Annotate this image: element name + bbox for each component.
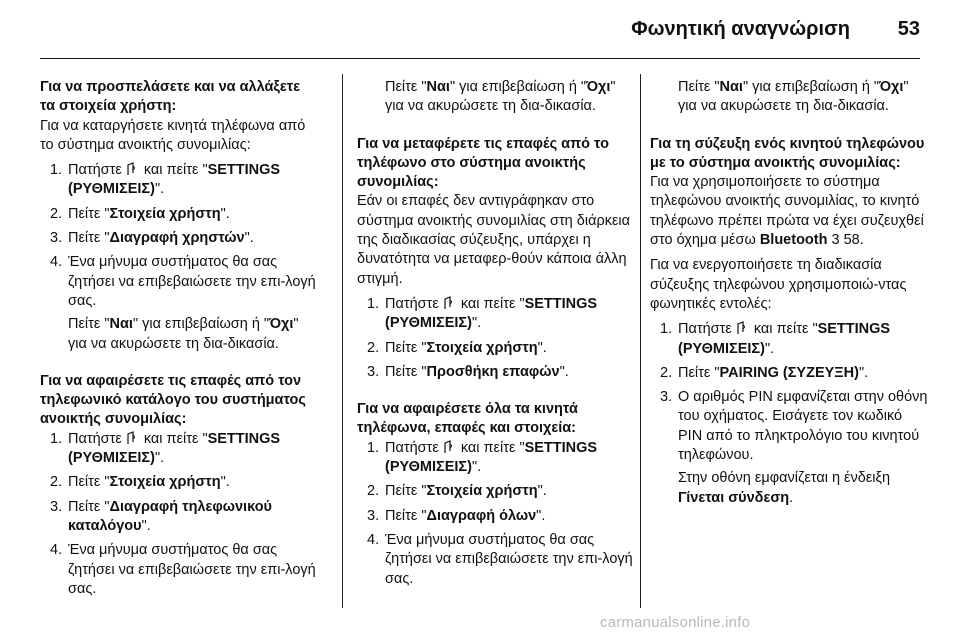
step-list [357,439,635,589]
voice-button-icon [124,431,138,445]
note-text: " για να ακυρώσετε τη δια-δικασία. [678,79,909,115]
step-number: 1. [367,439,380,456]
voice-button-icon [441,296,455,310]
note-text: " για επιβεβαίωση ή " [132,316,270,333]
step-item [357,439,635,478]
step-number: 2. [50,474,63,491]
step-text: ". [471,459,482,476]
step-text: ". [537,339,547,356]
note-text: Πείτε " [678,79,720,95]
voice-command: SETTINGS (ΡΥΘΜΙΣΕΙΣ) [385,295,598,332]
note-text: " για επιβεβαίωση ή " [742,79,880,95]
voice-command: Ναι [426,79,450,95]
voice-command: Διαγραφή όλων [426,507,537,524]
step-number: 4. [367,531,380,548]
step-text: ". [858,364,869,381]
voice-command: Στοιχεία χρήστη [109,474,221,491]
step-item [357,295,635,334]
voice-command: SETTINGS (ΡΥΘΜΙΣΕΙΣ) [68,430,281,467]
step-number: 3. [50,498,63,515]
step-text: ". [220,205,230,222]
step-item [357,507,635,526]
step-item [40,229,318,248]
confirm-note [357,78,635,117]
note-text: Πείτε " [385,79,427,95]
step-text: και πείτε " [139,430,208,447]
voice-button-icon [734,321,748,335]
step-item [40,473,318,492]
voice-command: Όχι [269,316,294,333]
step-item [650,320,928,359]
step-text: ". [244,230,254,247]
section-intro-2: Για να ενεργοποιήσετε τη διαδικασία σύζευξης τηλεφώνου χρησιμοποιώ-ντας φωνητικές εντολές: [650,257,907,312]
step-text: ". [471,315,482,332]
step-text: και πείτε " [456,295,525,312]
section-remove-contacts [40,372,318,599]
step-text: Πείτε " [385,483,427,500]
confirm-note [650,78,928,117]
note-text: " για να ακυρώσετε τη δια-δικασία. [68,316,299,352]
step-number: 1. [660,321,673,338]
step-item [40,253,318,353]
voice-command: Στοιχεία χρήστη [109,205,221,222]
step-text: Πείτε " [68,230,110,247]
step-item [357,482,635,501]
section-pair-phone [650,135,928,508]
section-heading: Για να μεταφέρετε τις επαφές από το τηλέφωνο στο σύστημα ανοικτής συνομιλίας: [357,135,609,191]
step-text: Πείτε " [385,363,427,380]
step-text: ". [154,450,165,467]
note-text: Πείτε " [68,316,110,333]
voice-command: Προσθήκη επαφών [426,363,560,380]
step-text: ". [154,181,165,198]
section-intro: Εάν οι επαφές δεν αντιγράφηκαν στο σύστημα ανοικτής συνομιλίας στη διάρκεια της διαδικασίας σύζευξης, υπάρχει η δυνατότητα να μεταφερ-θούν κάποια άλλη στιγμή. [357,193,631,287]
step-text: Πατήστε [385,295,439,312]
step-text: Πείτε " [68,498,110,515]
step-number: 4. [50,254,63,271]
voice-command: Στοιχεία χρήστη [426,339,538,356]
column-3 [650,78,928,526]
step-text: Πείτε " [385,339,427,356]
section-edit-user-data [40,78,318,354]
step-text: ". [537,483,547,500]
step-item [40,205,318,224]
step-text: Ο αριθμός PIN εμφανίζεται στην οθόνη του οχήματος. Εισάγετε τον κωδικό PIN από το πληκτρολόγιο του κινητού τηλεφώνου. [678,389,928,464]
voice-command: Διαγραφή χρηστών [109,230,245,247]
column-1 [40,78,318,617]
step-text: Πατήστε [678,321,732,338]
column-divider-1 [342,74,343,608]
step-text: Ένα μήνυμα συστήματος θα σας ζητήσει να επιβεβαιώσετε την επι-λογή σας. [385,531,633,587]
page-number: 53 [897,18,920,40]
step-number: 1. [367,295,380,312]
voice-command: Στοιχεία χρήστη [426,483,538,500]
step-number: 3. [660,389,673,406]
step-number: 1. [50,430,63,447]
voice-command: SETTINGS (ΡΥΘΜΙΣΕΙΣ) [68,162,281,198]
display-message: Γίνεται σύνδεση [678,489,790,506]
section-intro [650,173,928,250]
voice-button-icon [441,440,455,454]
step-text: Πείτε " [385,507,427,524]
step-item [40,498,318,537]
step-text: ". [220,474,230,491]
step-text: Πείτε " [678,364,720,381]
voice-command: PAIRING (ΣΥΖΕΥΞΗ) [719,364,859,381]
step-item [650,388,928,508]
step-number: 1. [50,162,63,179]
step-text: Πείτε " [68,474,110,491]
step-list [40,161,318,354]
voice-command: Ναι [109,316,133,333]
step-number: 4. [50,542,63,559]
step-number: 3. [367,363,380,380]
section-heading: Για να αφαιρέσετε όλα τα κινητά τηλέφωνα, επαφές και στοιχεία: [357,401,578,437]
step-text: Πείτε " [68,205,110,222]
step-item [40,430,318,469]
voice-command: SETTINGS (ΡΥΘΜΙΣΕΙΣ) [385,439,598,476]
step-number: 2. [367,483,380,500]
voice-command: Ναι [719,79,743,95]
intro-text: Για να χρησιμοποιήσετε το σύστημα τηλεφώνου ανοικτής συνομιλίας, το κινητό τηλέφωνο πρέπει πρώτα να έχει συζευχθεί στο όχημα μέσω [650,174,924,249]
page-title: Φωνητική αναγνώριση [631,18,850,40]
step-item [357,339,635,358]
page-header [0,0,960,58]
section-remove-all [357,400,635,589]
step-item [357,363,635,382]
section-heading: Για τη σύζευξη ενός κινητού τηλεφώνου με το σύστημα ανοικτής συνομιλίας: [650,135,925,171]
step-text: ". [141,517,151,534]
step-text: και πείτε " [456,439,525,456]
watermark: carmanualsonline.info [600,614,751,631]
step-item [357,531,635,589]
voice-command: Διαγραφή τηλεφωνικού καταλόγου [68,498,272,534]
step-text: Πατήστε [385,439,439,456]
step-list [357,295,635,382]
voice-command: Όχι [586,79,611,95]
section-heading: Για να προσπελάσετε και να αλλάξετε τα στοιχεία χρήστη: [40,79,301,115]
column-2 [357,78,635,607]
step-item [650,364,928,383]
step-number: 3. [50,230,63,247]
screen-note [678,469,928,508]
step-text: Πατήστε [68,430,122,447]
confirm-note [68,315,318,354]
note-text: " για επιβεβαίωση ή " [449,79,587,95]
step-text: και πείτε " [749,321,818,338]
step-number: 2. [367,339,380,356]
note-text: Στην οθόνη εμφανίζεται η ένδειξη [678,470,891,487]
section-intro: Για να καταργήσετε κινητά τηλέφωνα από το σύστημα ανοικτής συνομιλίας: [40,117,306,153]
column-divider-2 [640,74,641,608]
step-text: ". [559,363,569,380]
step-item [40,161,318,200]
voice-command: SETTINGS (ΡΥΘΜΙΣΕΙΣ) [678,321,891,357]
step-text: Ένα μήνυμα συστήματος θα σας ζητήσει να επιβεβαιώσετε την επι-λογή σας. [68,254,316,309]
step-text: Ένα μήνυμα συστήματος θα σας ζητήσει να επιβεβαιώσετε την επι-λογή σας. [68,542,316,597]
step-text: Πατήστε [68,162,122,179]
step-list [40,430,318,599]
note-text: . [789,489,794,506]
step-number: 2. [50,205,63,222]
voice-button-icon [124,162,138,176]
voice-command: Όχι [879,79,904,95]
bluetooth-term: Bluetooth [759,232,828,249]
step-number: 2. [660,364,673,381]
section-transfer-contacts [357,135,635,383]
step-list [650,320,928,508]
section-heading: Για να αφαιρέσετε τις επαφές από τον τηλεφωνικό κατάλογο του συστήματος ανοικτής συνομιλίας: [40,372,306,428]
step-text: ". [764,340,775,357]
note-text: " για να ακυρώσετε τη δια-δικασία. [385,79,616,115]
step-text: και πείτε " [139,162,208,179]
step-number: 3. [367,507,380,524]
step-text: ". [536,507,546,524]
page-reference[interactable]: 3 58. [831,232,864,249]
header-rule [40,58,920,59]
step-item [40,541,318,599]
